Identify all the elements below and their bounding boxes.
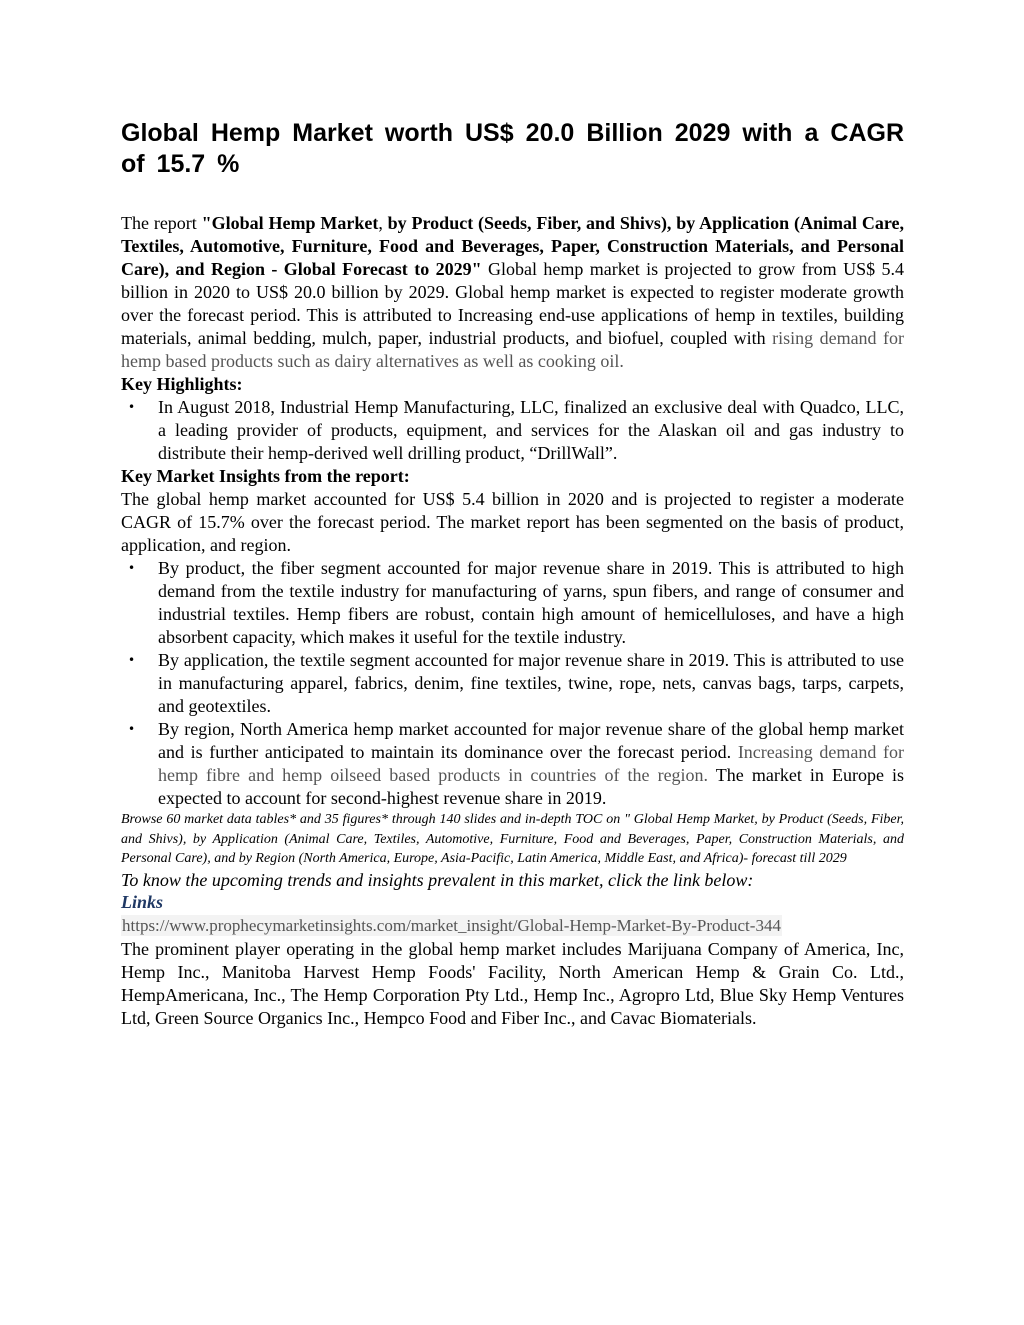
- key-insights-list: [121, 557, 904, 810]
- key-highlights-list: [121, 396, 904, 465]
- insight-text-highlight: Increasing demand for hemp fibre and hemp oilseed based products in countries of the region.: [158, 742, 904, 785]
- know-more-text: To know the upcoming trends and insights prevalent in this market, click the link below:: [121, 869, 754, 890]
- intro-lead: The report: [121, 213, 202, 233]
- list-item: [121, 649, 904, 718]
- intro-body-highlight: rising demand for hemp based products such as dairy alternatives as well as cooking oil.: [121, 328, 905, 371]
- players-paragraph: The prominent player operating in the global hemp market includes Marijuana Company of America, Inc, Hemp Inc., Manitoba Harvest Hemp Foods' Facility, North American Hemp & Grain Co. Ltd., HempAmericana, Inc., The Hemp Corporation Pty Ltd., Hemp Inc., Agropro Ltd, Blue Sky Hemp Ventures Ltd, Green Source Organics Inc., Hempco Food and Fiber Inc., and Cavac Biomaterials.: [121, 938, 904, 1028]
- link-row: [121, 914, 904, 937]
- report-title-separator: ,: [378, 213, 388, 233]
- browse-note: Browse 60 market data tables* and 35 figures* through 140 slides and in-depth TOC on " Global Hemp Market, by Product (Seeds, Fiber, and Shivs), by Application (Animal Care, Textiles, Automotive, Furniture, Food and Beverages, Paper, Construction Materials, and Personal Care), and by Region (North America, Europe, Asia-Pacific, Latin America, Middle East, and Africa)- forecast till 2029: [121, 812, 904, 866]
- insight-text: By product, the fiber segment accounted for major revenue share in 2019. This is attributed to high demand from the textile industry for manufacturing of yarns, spun fibers, and range of consumer and industrial textiles. Hemp fibers are robust, contain high amount of hemicelluloses, and have a high absorbent capacity, which makes it useful for the textile industry.: [158, 558, 904, 647]
- insight-text-tail: The market in Europe is expected to account for second-highest revenue share in 2019.: [158, 765, 904, 808]
- list-item: [121, 557, 904, 649]
- intro-paragraph: [121, 212, 904, 373]
- bullet-icon: •: [128, 561, 136, 575]
- insight-text: By application, the textile segment accounted for major revenue share in 2019. This is attributed to use in manufacturing apparel, fabrics, denim, fine textiles, twine, rope, nets, canvas bags, tarps, carpets, and geotextiles.: [158, 650, 904, 716]
- bullet-icon: •: [128, 400, 136, 414]
- list-item: [121, 718, 904, 810]
- report-scope: by Product (Seeds, Fiber, and Shivs), by Application (Animal Care, Textiles, Automotive, Furniture, Food and Beverages, Paper, Construction Materials, and Personal Care), and Region - Global Forecast to 2029": [121, 213, 904, 279]
- key-highlights-heading: Key Highlights:: [121, 374, 243, 394]
- document-page: [121, 118, 904, 1030]
- bullet-icon: •: [128, 722, 136, 736]
- page-title: Global Hemp Market worth US$ 20.0 Billion 2029 with a CAGR of 15.7 %: [121, 119, 904, 178]
- highlight-text: In August 2018, Industrial Hemp Manufacturing, LLC, finalized an exclusive deal with Quadco, LLC, a leading provider of products, equipment, and services for the Alaskan oil and gas industry to distribute their hemp-derived well drilling product, “DrillWall”.: [158, 397, 904, 463]
- report-link[interactable]: https://www.prophecymarketinsights.com/market_insight/Global-Hemp-Market-By-Product-344: [122, 915, 781, 935]
- list-item: [121, 396, 904, 465]
- intro-body: Global hemp market is projected to grow from US$ 5.4 billion in 2020 to US$ 20.0 billion by 2029. Global hemp market is expected to register moderate growth over the forecast period. This is attributed to Increasing end-use applications of hemp in textiles, building materials, animal bedding, mulch, paper, industrial products, and biofuel, coupled with: [121, 259, 904, 348]
- links-heading: Links: [121, 891, 164, 912]
- insight-text: By region, North America hemp market accounted for major revenue share of the global hemp market and is further anticipated to maintain its dominance over the forecast period.: [158, 719, 904, 762]
- insights-paragraph: The global hemp market accounted for US$ 5.4 billion in 2020 and is projected to register a moderate CAGR of 15.7% over the forecast period. The market report has been segmented on the basis of product, application, and region.: [121, 489, 904, 555]
- key-insights-heading: Key Market Insights from the report:: [121, 466, 410, 486]
- bullet-icon: •: [128, 653, 136, 667]
- report-title: "Global Hemp Market: [201, 213, 379, 233]
